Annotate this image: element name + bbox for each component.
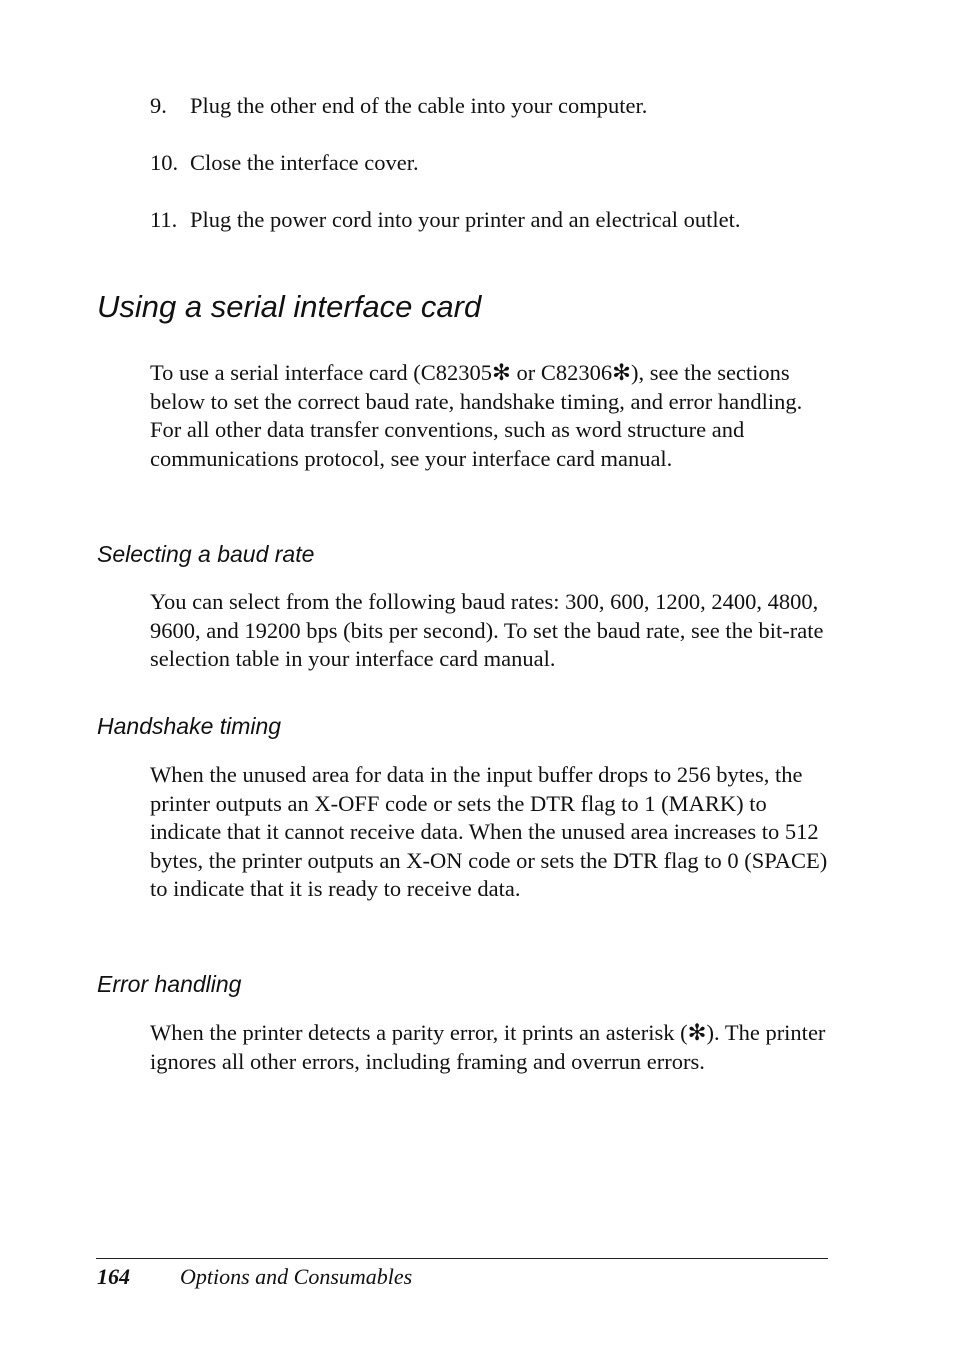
section-heading: Using a serial interface card — [97, 289, 482, 324]
step-11 — [150, 206, 840, 234]
step-number: 11. — [150, 207, 178, 232]
subsection-heading-baud-rate: Selecting a baud rate — [97, 541, 315, 567]
step-10 — [150, 149, 840, 177]
subsection-heading-handshake: Handshake timing — [97, 713, 282, 739]
subsection-body-baud-rate: You can select from the following baud rates: 300, 600, 1200, 2400, 4800, 9600, and 19200 bps (bits per second). To set the baud rate, see the bit-rate selection table in your interface card manual. — [150, 589, 824, 671]
subsection-body-handshake: When the unused area for data in the input buffer drops to 256 bytes, the printer outputs an X-OFF code or sets the DTR flag to 1 (MARK) to indicate that it cannot receive data. When the unused area increases to 512 bytes, the printer outputs an X-ON code or sets the DTR flag to 0 (SPACE) to indicate that it is ready to receive data. — [150, 762, 828, 901]
step-9 — [150, 92, 840, 120]
step-text: Plug the power cord into your printer and an electrical outlet. — [190, 207, 741, 232]
subsection-body-error-handling: When the printer detects a parity error, it prints an asterisk (✻). The printer ignores all other errors, including framing and overrun errors. — [150, 1020, 826, 1074]
section-intro: To use a serial interface card (C82305✻ or C82306✻), see the sections below to set the correct baud rate, handshake timing, and error handling. For all other data transfer conventions, such as word structure and communications protocol, see your interface card manual. — [150, 360, 803, 471]
step-text: Plug the other end of the cable into your computer. — [190, 93, 648, 118]
step-text: Close the interface cover. — [190, 150, 419, 175]
page-number: 164 — [97, 1264, 130, 1289]
step-number: 10. — [150, 150, 179, 175]
footer-divider — [96, 1258, 828, 1259]
subsection-heading-error-handling: Error handling — [97, 971, 242, 997]
step-number: 9. — [150, 93, 167, 118]
chapter-title: Options and Consumables — [180, 1264, 413, 1289]
